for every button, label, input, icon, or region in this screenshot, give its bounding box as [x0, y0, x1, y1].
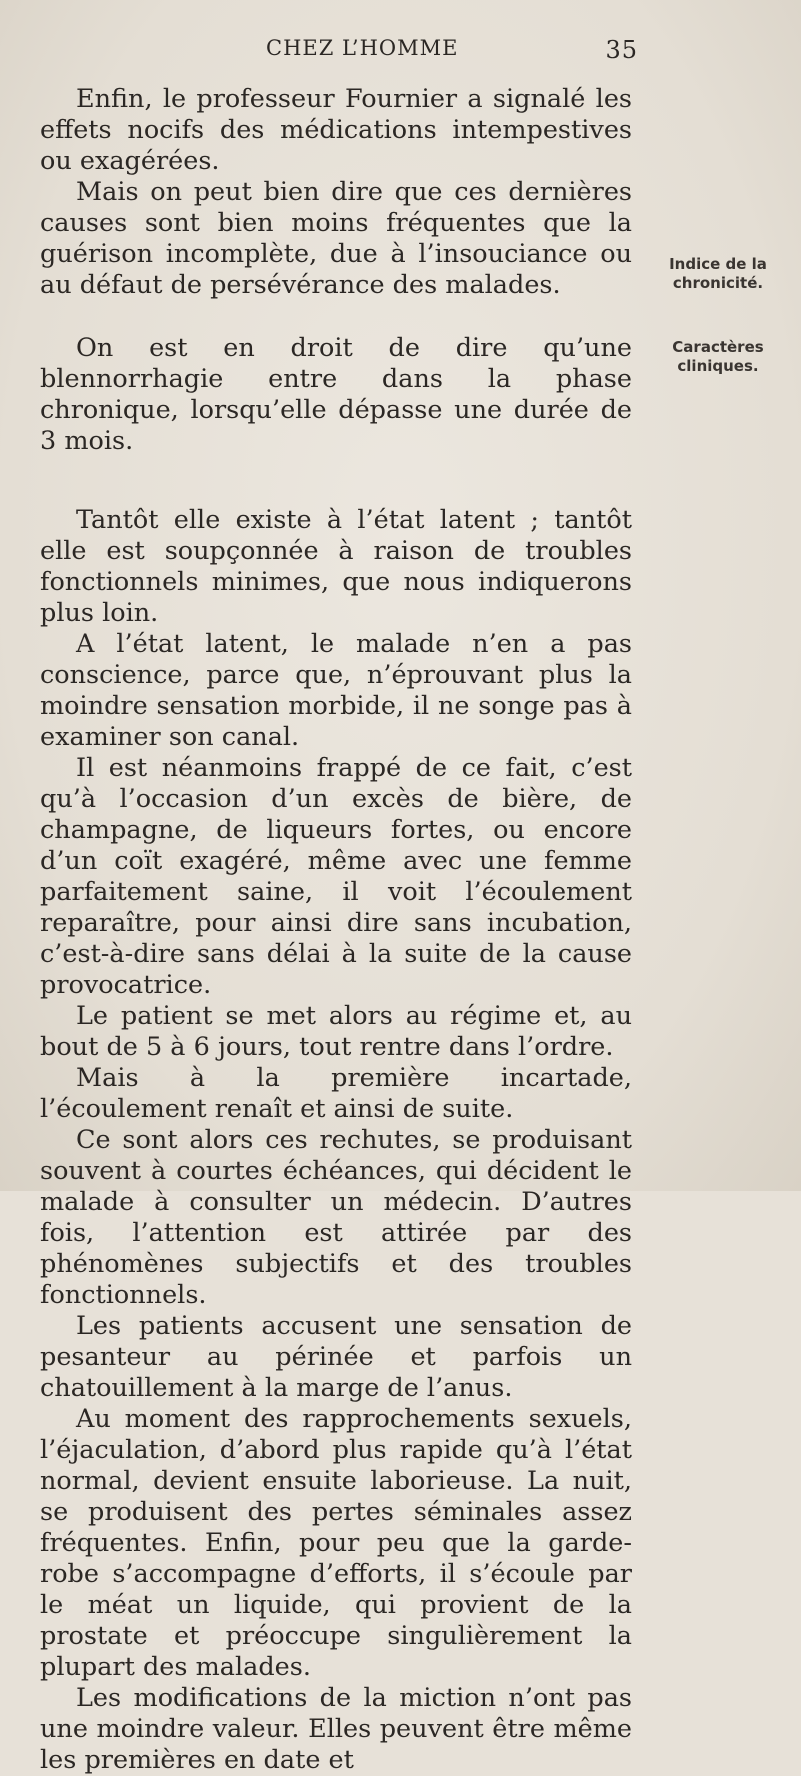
- paragraph: Ce sont alors ces rechutes, se produisant souvent à courtes échéances, qui décident le malade à consulter un médecin. D’autres fois, l’attention est attirée par des phénomènes subjectifs et des troubles fonctionnels.: [40, 1125, 632, 1310]
- paragraph: Enfin, le professeur Fournier a signalé les effets nocifs des médications intempestives ou exagérées.: [40, 84, 632, 176]
- paragraph: On est en droit de dire qu’une blennorrhagie entre dans la phase chronique, lorsqu’elle dépasse une durée de 3 mois.: [40, 333, 632, 456]
- paragraph: Mais à la première incartade, l’écoulement renaît et ainsi de suite.: [40, 1063, 632, 1124]
- paragraph: Il est néanmoins frappé de ce fait, c’est qu’à l’occasion d’un excès de bière, de champagne, de liqueurs fortes, ou encore d’un coït exagéré, même avec une femme parfaitement saine, il voit l’écoulement reparaître, pour ainsi dire sans incubation, c’est-à-dire sans délai à la suite de la cause provocatrice.: [40, 753, 632, 1000]
- paragraph: Mais on peut bien dire que ces dernières causes sont bien moins fréquentes que la guérison incomplète, due à l’insouciance ou au défaut de persévérance des malades.: [40, 177, 632, 300]
- paragraph: Le patient se met alors au régime et, au bout de 5 à 6 jours, tout rentre dans l’ordre.: [40, 1001, 632, 1062]
- page-number: 35: [605, 36, 638, 64]
- paragraph: A l’état latent, le malade n’en a pas conscience, parce que, n’éprouvant plus la moindre sensation morbide, il ne songe pas à examiner son canal.: [40, 629, 632, 752]
- paragraph: Au moment des rapprochements sexuels, l’éjaculation, d’abord plus rapide qu’à l’état normal, devient ensuite laborieuse. La nuit, se produisent des pertes séminales assez fréquentes. Enfin, pour peu que la garde-robe s’accompagne d’efforts, il s’écoule par le méat un liquide, qui provient de la prostate et préoccupe singulièrement la plupart des malades.: [40, 1404, 632, 1682]
- paragraph: Tantôt elle existe à l’état latent ; tantôt elle est soupçonnée à raison de troubles fonctionnels minimes, que nous indiquerons plus loin.: [40, 505, 632, 628]
- running-title: CHEZ L’HOMME: [266, 36, 459, 60]
- margin-note-clinical: Caractères cliniques.: [672, 338, 764, 375]
- paragraph: Les patients accusent une sensation de pesanteur au périnée et parfois un chatouillement à la marge de l’anus.: [40, 1311, 632, 1403]
- paragraph: Les modifications de la miction n’ont pas une moindre valeur. Elles peuvent être même les premières en date et: [40, 1683, 632, 1775]
- margin-note-chronicity: Indice de la chronicité.: [669, 255, 767, 292]
- body-text: [40, 84, 632, 1776]
